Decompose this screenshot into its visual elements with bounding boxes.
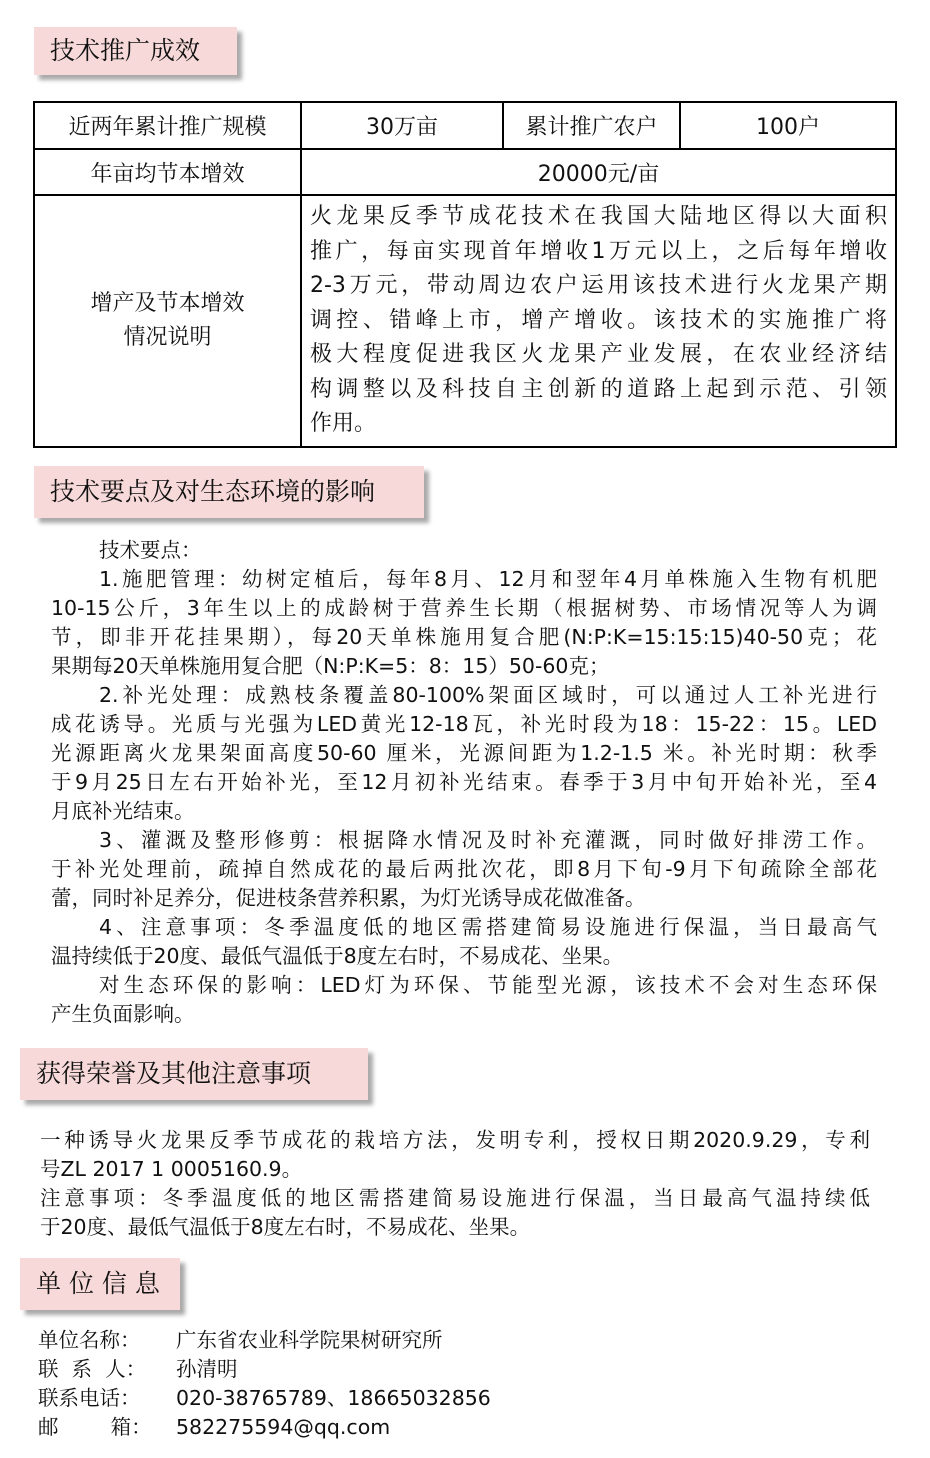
paragraph-line: 于补光处理前，疏掉自然成花的最后两批次花，即8月下旬-9月下旬疏除全部花 <box>51 857 877 881</box>
desc-line: 火龙果反季节成花技术在我国大陆地区得以大面积 <box>310 204 887 229</box>
promotion-table <box>33 101 897 448</box>
desc-label-line: 情况说明 <box>123 324 212 350</box>
desc-label-line: 增产及节本增效 <box>90 290 245 316</box>
paragraph-line: 1.施肥管理：幼树定植后，每年8月、12月和翌年4月单株施入生物有机肥 <box>99 567 877 591</box>
paragraph-line: 于9月25日左右开始补光，至12月初补光结束。春季于3月中旬开始补光，至4 <box>51 770 877 794</box>
paragraph-line: 4、注意事项：冬季温度低的地区需搭建简易设施进行保温，当日最高气 <box>99 915 877 939</box>
paragraph-line: 温持续低于20度、最低气温低于8度左右时，不易成花、坐果。 <box>51 944 624 968</box>
desc-label <box>34 195 301 447</box>
paragraph-line: 于20度、最低气温低于8度左右时，不易成花、坐果。 <box>40 1215 531 1239</box>
paragraph-line: 10-15公斤，3年生以上的成龄树于营养生长期（根据树势、市场情况等人为调 <box>51 596 877 620</box>
paragraph-line: 号ZL 2017 1 0005160.9。 <box>40 1157 303 1181</box>
paragraph-line: 注意事项：冬季温度低的地区需搭建简易设施进行保温，当日最高气温持续低 <box>40 1186 870 1210</box>
desc-line: 推广，每亩实现首年增收1万元以上，之后每年增收 <box>310 238 887 264</box>
honors-text <box>40 1126 870 1242</box>
paragraph-line: 成花诱导。光质与光强为LED黄光12-18瓦，补光时段为18：15-22：15。LED <box>51 712 877 736</box>
desc-line: 2-3万元，带动周边农户运用该技术进行火龙果产期 <box>310 273 887 298</box>
paragraph-line: 对生态环保的影响：LED灯为环保、节能型光源，该技术不会对生态环保 <box>99 973 877 997</box>
paragraph-line: 蕾，同时补足养分，促进枝条营养积累，为灯光诱导成花做准备。 <box>51 886 646 910</box>
info-value: 孙清明 <box>176 1357 238 1381</box>
desc-line: 作用。 <box>310 411 377 436</box>
unit-info-row <box>38 1413 738 1442</box>
desc-text <box>301 195 896 447</box>
scale-value: 30万亩 <box>301 102 503 149</box>
info-label: 单位名称： <box>38 1328 141 1352</box>
info-label: 联系电话： <box>38 1386 141 1410</box>
paragraph-line: 果期每20天单株施用复合肥（N:P:K=5：8：15）50-60克； <box>51 654 610 678</box>
paragraph-line: 节，即非开花挂果期），每20天单株施用复合肥(N:P:K=15:15:15)40-50克；花 <box>51 625 877 649</box>
info-label: 邮 箱： <box>38 1415 152 1439</box>
paragraph-line: 光源距离火龙果架面高度50-60 厘米，光源间距为1.2-1.5 米。补光时期：秋季 <box>51 741 877 765</box>
farmers-value: 100户 <box>680 102 896 149</box>
desc-line: 构调整以及科技自主创新的道路上起到示范、引领 <box>310 376 887 402</box>
section-header-unit: 单 位 信 息 <box>20 1258 180 1310</box>
info-value: 广东省农业科学院果树研究所 <box>176 1328 443 1352</box>
section-header-tech: 技术要点及对生态环境的影响 <box>34 466 424 518</box>
tech-points-text <box>51 536 877 1029</box>
info-value: 020-38765789、18665032856 <box>176 1386 491 1410</box>
paragraph-line: 一种诱导火龙果反季节成花的栽培方法，发明专利，授权日期2020.9.29，专利 <box>40 1128 870 1152</box>
paragraph-line: 月底补光结束。 <box>51 799 195 823</box>
desc-line: 极大程度促进我区火龙果产业发展，在农业经济结 <box>310 342 887 367</box>
section-header-promotion: 技术推广成效 <box>34 27 237 75</box>
paragraph-line: 产生负面影响。 <box>51 1002 195 1026</box>
paragraph-line: 3、灌溉及整形修剪：根据降水情况及时补充灌溉，同时做好排涝工作。 <box>99 828 877 852</box>
desc-line: 调控、错峰上市，增产增收。该技术的实施推广将 <box>310 307 887 333</box>
unit-info-row <box>38 1355 738 1384</box>
benefit-value: 20000元/亩 <box>301 149 896 195</box>
info-label: 联 系 人： <box>38 1357 147 1381</box>
paragraph-line: 2.补光处理：成熟枝条覆盖80-100%架面区域时，可以通过人工补光进行 <box>99 683 877 707</box>
farmers-label: 累计推广农户 <box>503 102 680 149</box>
unit-info-row <box>38 1384 738 1413</box>
scale-label: 近两年累计推广规模 <box>34 102 301 149</box>
section-header-honors: 获得荣誉及其他注意事项 <box>20 1048 368 1100</box>
benefit-label: 年亩均节本增效 <box>34 149 301 195</box>
info-value: 582275594@qq.com <box>176 1415 391 1439</box>
unit-info-row <box>38 1326 738 1355</box>
unit-info <box>38 1326 738 1442</box>
paragraph-line: 技术要点： <box>99 538 202 562</box>
